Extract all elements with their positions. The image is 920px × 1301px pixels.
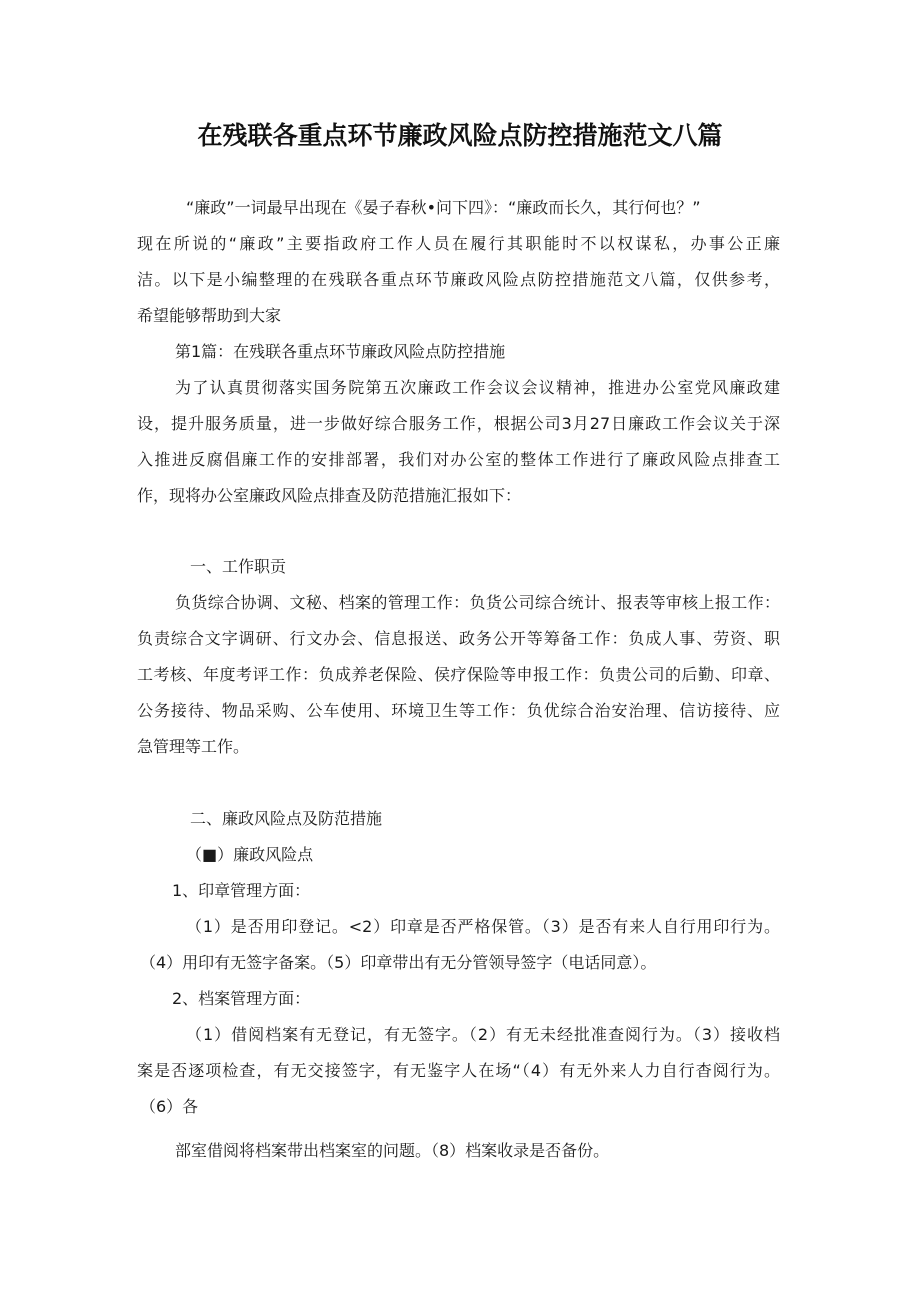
para2-line-2: 负责综合文字调研、行文办会、信息报送、政务公开等筹备工作：负成人事、劳资、职 [137,629,780,648]
chapter-heading: 第1篇：在残联各重点环节廉政风险点防控措施 [175,342,506,361]
item2-line-1: （1）借阅档案有无登记，有无签字。（2）有无未经批准查阅行为。（3）接收档 [186,1025,780,1044]
item2-heading: 2、档案管理方面： [172,989,311,1008]
sub-heading: （■）廉政风险点 [186,845,314,864]
section1-heading: 一、工作职贡 [190,557,287,576]
item1-line-2: （4）用印有无签字备案。（5）印章带出有无分管领导签字（电话同意）。 [140,953,657,972]
intro-line-4: 希望能够帮助到大家 [137,306,282,325]
item2-line-3: （6）各 [140,1097,199,1116]
para2-line-4: 公务接待、物品采购、公车使用、环境卫生等工作：负优综合治安治理、信访接待、应 [137,701,780,720]
section2-heading: 二、廉政风险点及防范措施 [190,809,383,828]
intro-line-1: “廉政”一词最早出现在《晏子春秋•问下四》：“廉政而长久，其行何也？” [186,198,701,217]
para1-line-2: 设，提升服务质量，进一步做好综合服务工作，根据公司3月27日廉政工作会议关于深 [137,414,780,433]
item2-line-2: 案是否逐项检查，有无交接签字，有无鉴字人在场“（4）有无外来人力自行杳阅行为。 [137,1061,780,1080]
para2-line-1: 负货综合协调、文秘、档案的管理工作：负货公司综合统计、报表等审核上报工作： [175,593,780,612]
item1-line-1: （1）是否用印登记。<2）印章是否严格保管。（3）是否有来人自行用印行为。 [186,917,780,936]
intro-line-3: 洁。以下是小编整理的在残联各重点环节廉政风险点防控措施范文八篇，仅供参考， [137,270,780,289]
para1-line-1: 为了认真贯彻落实国务院第五次廉政工作会议会议精神，推进办公室党风廉政建 [175,378,780,397]
para2-line-3: 工考核、年度考评工作：负成养老保险、侯疗保险等申报工作：负贵公司的后勤、印章、 [137,665,780,684]
para2-line-5: 急管理等工作。 [137,737,250,756]
document-title: 在残联各重点环节廉政风险点防控措施范文八篇 [197,121,723,150]
para1-line-3: 入推进反腐倡廉工作的安排部署，我们对办公室的整体工作进行了廉政风险点排查工 [137,450,780,469]
item1-heading: 1、印章管理方面： [172,881,311,900]
item2-tail: 部室借阅将档案带出档案室的问题。（8）档案收录是否备份。 [175,1141,610,1160]
para1-line-4: 作，现将办公室廉政风险点排查及防范措施汇报如下： [137,486,522,505]
intro-line-2: 现在所说的“廉政”主要指政府工作人员在履行其职能时不以权谋私，办事公正廉 [137,234,780,253]
